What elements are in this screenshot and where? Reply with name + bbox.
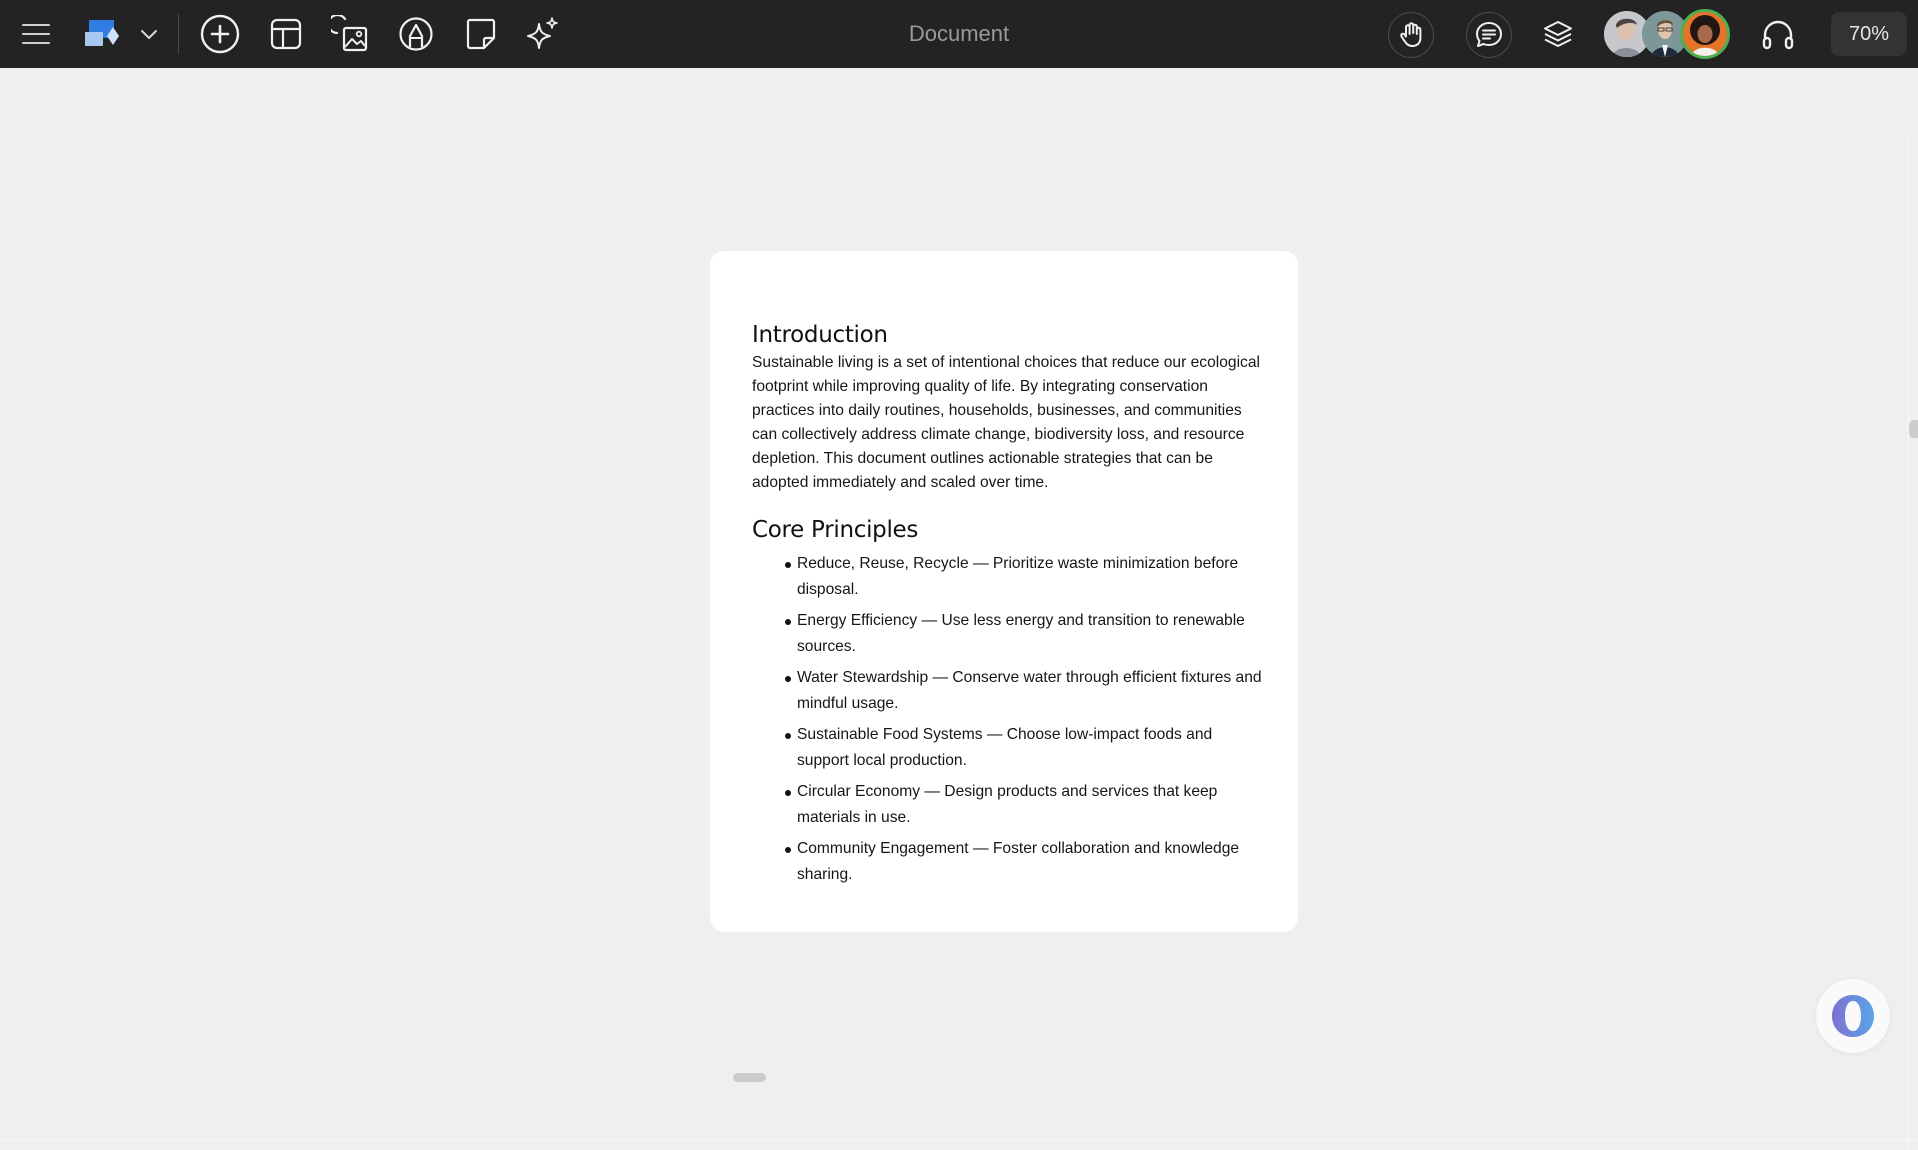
core-principles-list xyxy=(752,551,1262,885)
assistant-button[interactable] xyxy=(1816,979,1890,1053)
zoom-level-button[interactable]: 70% xyxy=(1831,12,1907,56)
chevron-down-icon xyxy=(139,27,159,41)
add-icon xyxy=(200,14,240,54)
layers-button[interactable] xyxy=(1538,14,1578,54)
sticky-note-icon xyxy=(465,17,497,51)
headphones-icon xyxy=(1761,18,1795,50)
media-button[interactable] xyxy=(330,14,370,54)
vertical-scrollbar-thumb[interactable] xyxy=(1909,420,1918,438)
ai-button[interactable] xyxy=(522,14,562,54)
app-logo-button[interactable] xyxy=(80,14,124,54)
menu-button[interactable] xyxy=(16,14,56,54)
list-item: Sustainable Food Systems — Choose low-impact foods and support local production. xyxy=(797,722,1262,774)
list-item: Circular Economy — Design products and services that keep materials in use. xyxy=(797,779,1262,831)
heading-introduction: Introduction xyxy=(752,322,888,348)
ai-sparkle-icon xyxy=(524,16,560,52)
app-menu-dropdown[interactable] xyxy=(128,14,170,54)
audio-button[interactable] xyxy=(1758,14,1798,54)
toolbar-divider xyxy=(178,14,179,54)
avatar-person-icon xyxy=(1683,12,1727,56)
pen-icon xyxy=(398,16,434,52)
avatar-collaborator-3[interactable] xyxy=(1680,9,1730,59)
assistant-logo-icon xyxy=(1829,992,1877,1040)
layout-button[interactable] xyxy=(266,14,306,54)
comment-icon xyxy=(1474,20,1504,50)
introduction-paragraph: Sustainable living is a set of intentional choices that reduce our ecological footprint while improving quality of life. By integrating conservation practices into daily routines, households, businesses, and communities can collectively address climate change, biodiversity loss, and resource depletion. This document outlines actionable strategies that can be adopted immediately and scaled over time. xyxy=(752,354,1260,491)
layers-icon xyxy=(1542,19,1574,49)
sticky-note-button[interactable] xyxy=(461,14,501,54)
list-item: Water Stewardship — Conserve water through efficient fixtures and mindful usage. xyxy=(797,665,1262,717)
list-item: Reduce, Reuse, Recycle — Prioritize waste minimization before disposal. xyxy=(797,551,1262,603)
pen-button[interactable] xyxy=(396,14,436,54)
collaborators xyxy=(1604,9,1730,59)
comments-button[interactable] xyxy=(1466,12,1512,58)
hand-tool-button[interactable] xyxy=(1388,12,1434,58)
heading-core-principles: Core Principles xyxy=(752,517,919,543)
top-toolbar xyxy=(0,0,1918,68)
add-button[interactable] xyxy=(200,14,240,54)
document-page[interactable] xyxy=(710,251,1298,932)
layout-icon xyxy=(269,17,303,51)
menu-icon xyxy=(20,22,52,46)
horizontal-scroll-track xyxy=(0,1140,1918,1141)
app-logo-icon xyxy=(83,17,121,51)
document-content xyxy=(752,319,1262,885)
list-item: Energy Efficiency — Use less energy and transition to renewable sources. xyxy=(797,608,1262,660)
document-title[interactable]: Document xyxy=(908,21,1010,46)
horizontal-scrollbar-thumb[interactable] xyxy=(733,1073,766,1082)
hand-tool-icon xyxy=(1398,21,1424,49)
vertical-scroll-track xyxy=(1908,136,1909,1150)
list-item: Community Engagement — Foster collaboration and knowledge sharing. xyxy=(797,836,1262,885)
media-icon xyxy=(331,15,369,53)
